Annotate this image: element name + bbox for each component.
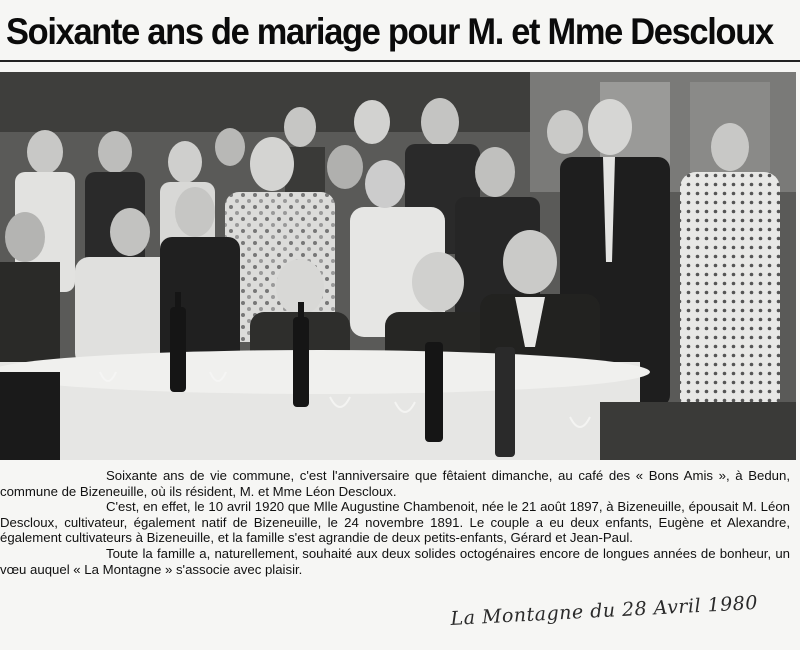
caption-paragraph: Toute la famille a, naturellement, souhaité aux deux solides octogénaires encore de longues années de bonheur, un vœu auquel « La Montagne » s'associe avec plaisir. (0, 545, 790, 577)
photo-caption (0, 468, 790, 577)
headline-rule (0, 60, 800, 62)
group-photo-illustration (0, 72, 796, 460)
headline: Soixante ans de mariage pour M. et Mme Descloux (6, 11, 773, 52)
caption-paragraph: Soixante ans de vie commune, c'est l'anniversaire que fêtaient dimanche, au café des « Bons Amis », à Bedun, commune de Bizeneuille, où ils résident, M. et Mme Léon Descloux. (0, 468, 790, 499)
caption-paragraph: C'est, en effet, le 10 avril 1920 que Mlle Augustine Chambenoit, née le 21 août 1897, à Bizeneuille, épousait M. Léon Descloux, cultivateur, également natif de Bizeneuille, le 24 novembre 1891. Le couple a eu deux enfants, Eugène et Alexandre, également cultivateurs à Bizeneuille, et la famille s'est agrandie de deux petits-enfants, Gérard et Jean-Paul. (0, 499, 790, 546)
group-photo (0, 72, 796, 460)
handwritten-note: La Montagne du 28 Avril 1980 (450, 591, 759, 630)
